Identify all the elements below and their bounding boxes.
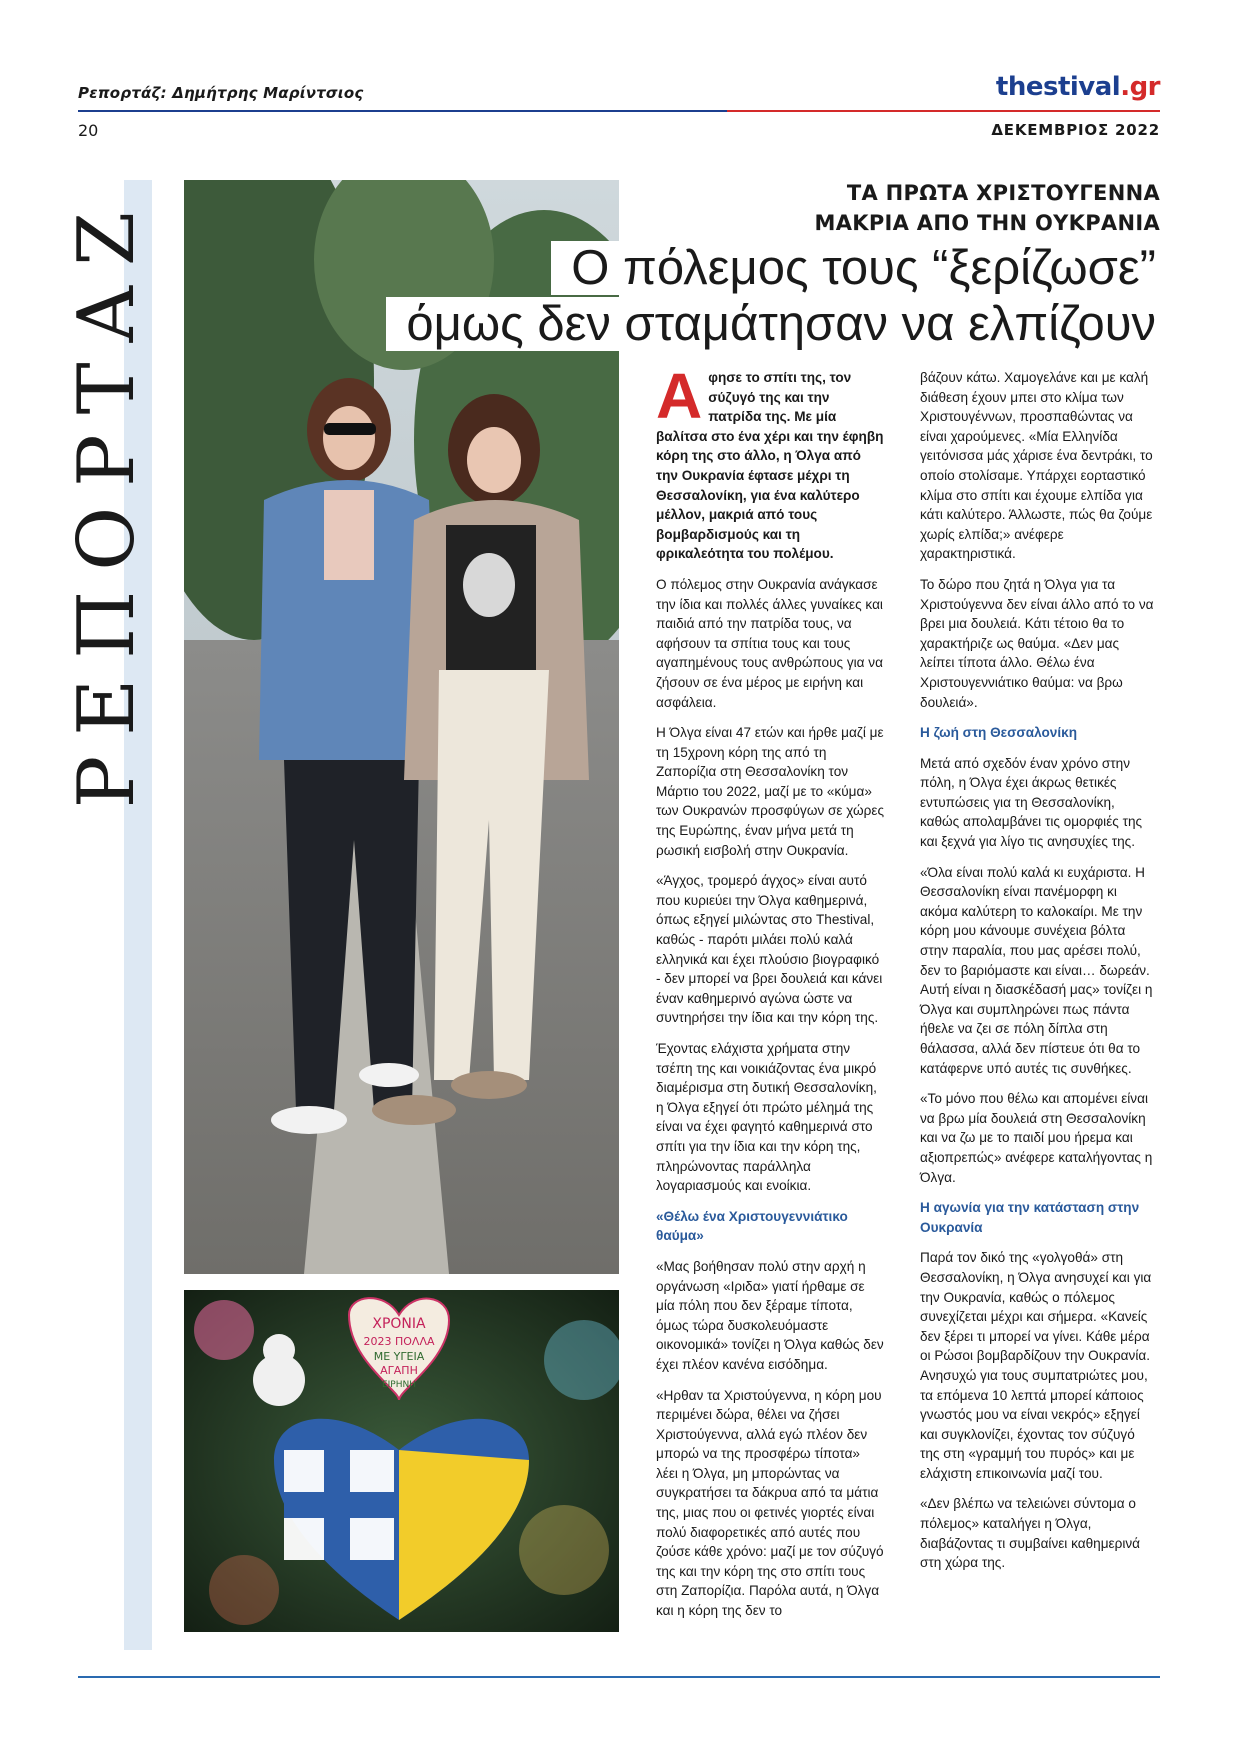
paragraph: Η Όλγα είναι 47 ετών και ήρθε μαζί με τη 15χρονη κόρη της από τη Ζαπορίζια στη Θεσσαλονίκη τον Μάρτιο του 2022, μαζί με το «κύμα» των Ουκρανών προσφύγων σε χώρες της Ευρώπης, έναν μήνα μετά τη ρωσική εισβολή στην Ουκρανία.	[656, 725, 884, 858]
ornament-text-2: 2023 ΠΟΛΛΑ	[363, 1335, 435, 1348]
ornament-text-4: ΑΓΑΠΗ	[380, 1364, 418, 1377]
lead-text: φησε το σπίτι της, τον σύζυγό της και την πατρίδα της. Με μία βαλίτσα στο ένα χέρι και την έφηβη κόρη της στο άλλο, η Όλγα από την Ουκρανία έφτασε μέχρι τη Θεσσαλονίκη, για ένα καλύτερο μέλλον, μακριά από τους βομβαρδισμούς και τη φρικαλεότητα του πολέμου.	[656, 370, 884, 562]
article-kicker	[815, 178, 1160, 238]
paragraph: «Ηρθαν τα Χριστούγεννα, η κόρη μου περιμένει δώρα, θέλει να ζήσει Χριστούγεννα, αλλά εγώ πλέον δεν μπορώ να της προσφέρω τίποτα» λέει η Όλγα, μη μπορώντας να συγκρατήσει τα δάκρυα από τα μάτια της, μιας που οι φετινές γιορτές είναι πολύ διαφορετικές από αυτές που ζούσε κάθε χρόνο: μαζί με τον σύζυγό της και την κόρη της στο σπίτι τους στη Ζαπορίζια. Παρόλα αυτά, η Όλγα και η κόρη της δεν το	[656, 1387, 884, 1619]
paragraph: Ο πόλεμος στην Ουκρανία ανάγκασε την ίδια και πολλές άλλες γυναίκες και παιδιά από την πατρίδα τους, να αφήσουν τα σπίτια τους και τους αγαπημένους τους ανθρώπους για να ζήσουν σε ένα μέρος με ειρήνη και ασφάλεια.	[656, 576, 883, 710]
paragraph: Μετά από σχεδόν έναν χρόνο στην πόλη, η Όλγα έχει άκρως θετικές εντυπώσεις για τη Θεσσαλονίκη, καθώς απολαμβάνει τις ομορφιές της και ξεχνά για λίγο τις ανησυχίες της.	[920, 755, 1143, 850]
lead-paragraph	[656, 360, 884, 564]
paragraph: Έχοντας ελάχιστα χρήματα στην τσέπη της και νοικιάζοντας ένα μικρό διαμέρισμα στη δυτική Θεσσαλονίκη, η Όλγα εξηγεί ότι πρώτο μέλημά της είναι να έχει φαγητό καθημερινά στο σπίτι για την ίδια και την κόρη της, πληρώνοντας παράλληλα λογαριασμούς και ενοίκια.	[656, 1041, 877, 1194]
paragraph: Το δώρο που ζητά η Όλγα για τα Χριστούγεννα δεν είναι άλλο από το να βρει μια δουλειά. Κάτι τέτοιο θα το χαρακτήριζε ως θαύμα. «Δεν μας λείπει τίποτα άλλο. Θέλω ένα Χριστουγεννιάτικο θαύμα: να βρω δουλειά».	[920, 576, 1154, 710]
section-label-text: ΡΕΠΟΡΤΑΖ	[62, 191, 153, 809]
headline-line-1: Ο πόλεμος τους “ξερίζωσε”	[551, 241, 1160, 295]
logo-main: thestival	[995, 72, 1121, 102]
paragraph: «Το μόνο που θέλω και απομένει είναι να βρω μία δουλειά στη Θεσσαλονίκη και να ζω με το παιδί μου ήρεμα και αξιοπρεπώς» ανέφερε καταλήγοντας η Όλγα.	[920, 1091, 1153, 1185]
ornament-text-1: ΧΡΟΝΙΑ	[372, 1316, 426, 1332]
thestival-logo[interactable]	[996, 72, 1160, 102]
paragraph: «Δεν βλέπω να τελειώνει σύντομα ο πόλεμος» καταλήγει η Όλγα, διαβάζοντας τι συμβαίνει καθημερινά στη χώρα της.	[920, 1496, 1141, 1571]
paragraph: βάζουν κάτω. Χαμογελάνε και με καλή διάθεση έχουν μπει στο κλίμα των Χριστουγέννων, προσπαθώντας να είναι χαρούμενες. «Μία Ελληνίδα γειτόνισσα μάς χάρισε ένα δεντράκι, το οποίο στολίσαμε. Υπάρχει εορταστικό κλίμα στο σπίτι και έχουμε ελπίδα για κάτι καλύτερο. Άλλωστε, πώς θα ζούμε χωρίς ελπίδα;» ανέφερε χαρακτηριστικά.	[920, 370, 1153, 562]
kicker-line-2: ΜΑΚΡΙΑ ΑΠΟ ΤΗΝ ΟΥΚΡΑΝΙΑ	[814, 211, 1160, 235]
header-rule	[78, 110, 1160, 112]
headline-line-2: όμως δεν σταμάτησαν να ελπίζουν	[386, 297, 1160, 351]
byline: Ρεπορτάζ: Δημήτρης Μαρίντσιος	[78, 84, 364, 102]
paragraph: «Μας βοήθησαν πολύ στην αρχή η οργάνωση «Ιριδα» γιατί ήρθαμε σε μία πόλη που δεν ξέραμε τίποτα, όμως τώρα δυσκολευόμαστε οικονομικά» τονίζει η Όλγα καθώς δεν έχει πλέον κανένα εισόδημα.	[656, 1258, 884, 1372]
subheading: Η αγωνία για την κατάσταση στην Ουκρανία	[920, 1200, 1140, 1235]
subheading: Η ζωή στη Θεσσαλονίκη	[920, 725, 1077, 741]
dropcap: Α	[656, 360, 703, 432]
page-number: 20	[78, 121, 99, 140]
article-column-2	[920, 368, 1156, 1584]
article-column-1	[656, 360, 884, 1632]
ornament-text-5: ΕΙΡΗΝΗ	[381, 1380, 417, 1390]
kicker-line-1: ΤΑ ΠΡΩΤΑ ΧΡΙΣΤΟΥΓΕΝΝΑ	[846, 181, 1160, 205]
issue-date: ΔΕΚΕΜΒΡΙΟΣ 2022	[991, 121, 1160, 139]
paragraph: «Όλα είναι πολύ καλά κι ευχάριστα. Η Θεσσαλονίκη είναι πανέμορφη κι ακόμα καλύτερη το καλοκαίρι. Με την κόρη μου κάνουμε συνέχεια βόλτα στην παραλία, που μας αρέσει πολύ, δεν το βαριόμαστε και είναι… δωρεάν. Αυτή είναι η διασκέδασή μας» τονίζει η Όλγα και συμπληρώνει πως πάντα ήθελε να ζει σε πόλη δίπλα στη θάλασσα, αλλά δεν πίστευε ότι θα το κατάφερνε υπό αυτές τις συνθήκες.	[920, 864, 1153, 1076]
ornament-image	[184, 1290, 619, 1632]
subheading: «Θέλω ένα Χριστουγεννιάτικο θαύμα»	[656, 1208, 848, 1244]
section-label	[32, 180, 182, 820]
article-headline	[386, 240, 1160, 352]
logo-tld: .gr	[1120, 72, 1160, 102]
paragraph: Παρά τον δικό της «γολγοθά» στη Θεσσαλονίκη, η Όλγα ανησυχεί και για την Ουκρανία, καθώς ο πόλεμος συνεχίζεται μέχρι και σήμερα. «Κανείς δεν ξέρει τι μπορεί να γίνει. Κάθε μέρα οι Ρώσοι βομβαρδίζουν την Ουκρανία. Ανησυχώ για τους συμπατριώτες μου, τα επόμενα 10 λεπτά μπορεί κάποιος γνωστός μου να είναι νεκρός» εξηγεί και συγκλονίζει, έχοντας τον σύζυγό της στη «γραμμή του πυρός» και με ελάχιστη επικοινωνία μαζί του.	[920, 1250, 1152, 1481]
photo-christmas-ornament	[184, 1290, 619, 1632]
footer-rule	[78, 1676, 1160, 1678]
paragraph: «Άγχος, τρομερό άγχος» είναι αυτό που κυριεύει την Όλγα καθημερινά, όπως εξηγεί μιλώντας στο Thestival, καθώς - παρότι μιλάει πολύ καλά ελληνικά και έχει πλούσιο βιογραφικό - δεν μπορεί να βρει δουλειά και κάνει έναν καθημερινό αγώνα ώστε να συντηρήσει την ίδια και την κόρη της.	[656, 873, 883, 1026]
ornament-text-3: ΜΕ ΥΓΕΙΑ	[373, 1350, 425, 1363]
